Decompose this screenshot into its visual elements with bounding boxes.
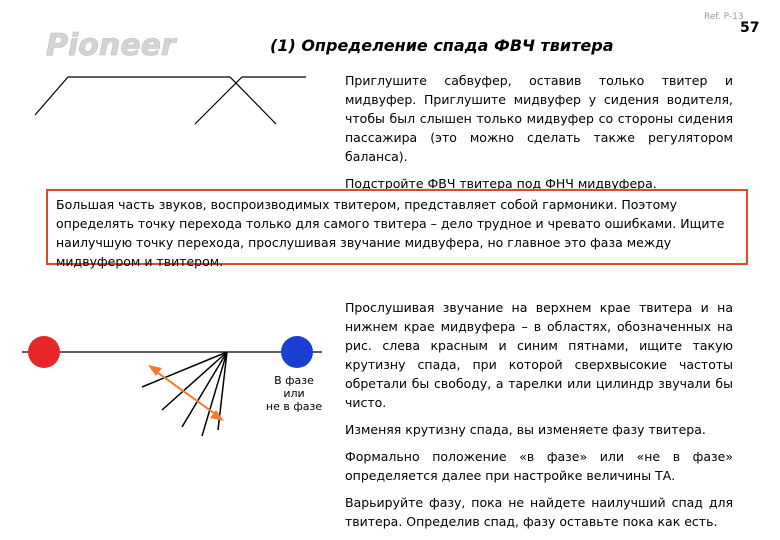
- blue-dot: [281, 336, 313, 368]
- low-slope-line: [35, 77, 276, 124]
- reference-label: Ref. P-13: [704, 12, 744, 22]
- body-paragraph: Прослушивая звучание на верхнем крае твитера и на нижнем крае мидвуфера – в областях, обозначенных на рис. слева красным и синим пятнами, ищите такую крутизну спада, при которой сверхвысокие частоты обретали бы свободу, а тарелки или цилиндр звучали бы чисто.: [345, 300, 733, 410]
- high-slope-line: [195, 77, 306, 124]
- slope-fan: [142, 352, 227, 436]
- body-text: [345, 298, 733, 539]
- harmonics-note-text: Большая часть звуков, воспроизводимых твитером, представляет собой гармоники. Поэтому определять точку перехода только для самого твитера – дело трудное и чревато ошибками. Ищите наилучшую точку перехода, прослушивая звучание мидвуфера, но главное это фаза между мидвуфером и твитером.: [56, 197, 725, 269]
- page-number: 57: [740, 20, 760, 36]
- body-paragraph: Изменяя крутизну спада, вы изменяете фазу твитера.: [345, 422, 706, 437]
- phase-diagram: [22, 330, 332, 442]
- phase-label-line: не в фазе: [265, 400, 323, 413]
- intro-paragraph: Подстройте ФВЧ твитера под ФНЧ мидвуфера.: [345, 176, 657, 191]
- intro-paragraph: Приглушите сабвуфер, оставив только твитер и мидвуфер. Приглушите мидвуфер у сидения водителя, чтобы был слышен только мидвуфер со стороны сидения пассажира (это можно сделать также регулятором баланса).: [345, 73, 733, 164]
- red-dot: [28, 336, 60, 368]
- pioneer-logo: [46, 28, 246, 60]
- page-title: (1) Определение спада ФВЧ твитера: [270, 36, 614, 55]
- intro-text: [345, 71, 733, 201]
- crossover-slopes-diagram: [30, 70, 320, 130]
- phase-label-line: или: [283, 387, 305, 400]
- body-paragraph: Формально положение «в фазе» или «не в фазе» определяется далее при настройке величины ТА.: [345, 449, 733, 483]
- harmonics-note-box: [46, 189, 748, 269]
- phase-label-line: В фазе: [274, 374, 314, 387]
- body-paragraph: Варьируйте фазу, пока не найдете наилучший спад для твитера. Определив спад, фазу оставьте пока как есть.: [345, 495, 733, 529]
- svg-text:Pioneer: Pioneer: [46, 28, 176, 60]
